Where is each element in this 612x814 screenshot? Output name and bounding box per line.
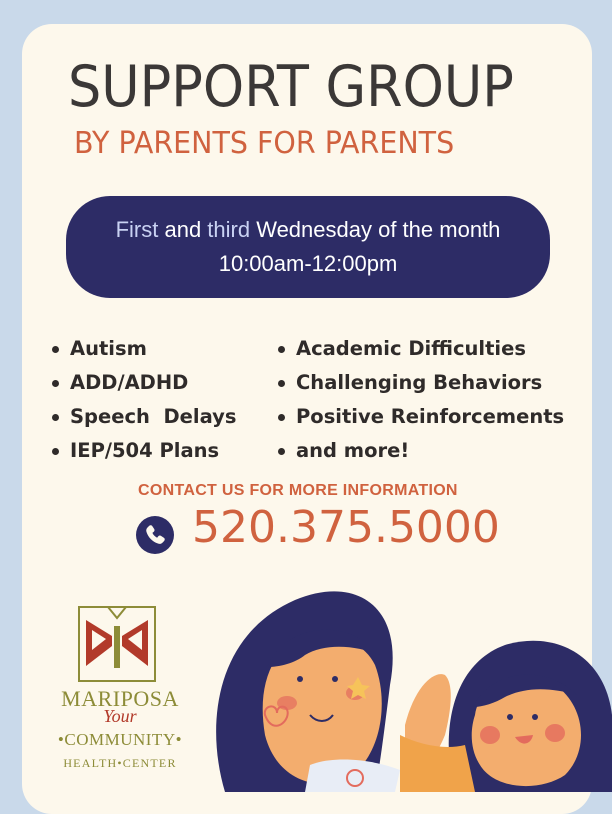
logo-center: HEALTH•CENTER (63, 756, 177, 770)
list-item: Positive Reinforcements (274, 400, 564, 434)
boy-eye (507, 714, 513, 720)
list-item: Academic Difficulties (274, 332, 564, 366)
schedule-word-and: and (158, 217, 208, 242)
schedule-banner (66, 196, 550, 298)
phone-number[interactable]: 520.375.5000 (192, 502, 500, 553)
girl-eye (297, 676, 303, 682)
topics-list-right (274, 332, 564, 468)
schedule-word-third: third (207, 217, 251, 242)
page-title: SUPPORT GROUP (68, 54, 514, 120)
list-item: Autism (48, 332, 236, 366)
topics-list-left (48, 332, 236, 468)
mariposa-logo (44, 606, 204, 786)
list-item: Speech Delays (48, 400, 236, 434)
contact-label: CONTACT US FOR MORE INFORMATION (138, 482, 458, 499)
schedule-word-first: First (115, 217, 159, 242)
schedule-day-rest: Wednesday of the month (250, 217, 501, 242)
children-illustration (205, 575, 612, 792)
butterfly-emblem-icon (78, 606, 156, 682)
logo-tagline: Your (103, 706, 137, 726)
boy-eye (532, 714, 538, 720)
schedule-time: 10:00am-12:00pm (218, 251, 398, 276)
girl-eye (332, 676, 338, 682)
schedule-days (66, 213, 550, 247)
list-item: IEP/504 Plans (48, 434, 236, 468)
logo-name: MARIPOSA (61, 686, 179, 711)
phone-icon[interactable] (136, 516, 174, 554)
list-item: ADD/ADHD (48, 366, 236, 400)
logo-community: •COMMUNITY• (57, 730, 183, 749)
page-subtitle: BY PARENTS FOR PARENTS (74, 126, 455, 161)
list-item: Challenging Behaviors (274, 366, 564, 400)
list-item: and more! (274, 434, 564, 468)
